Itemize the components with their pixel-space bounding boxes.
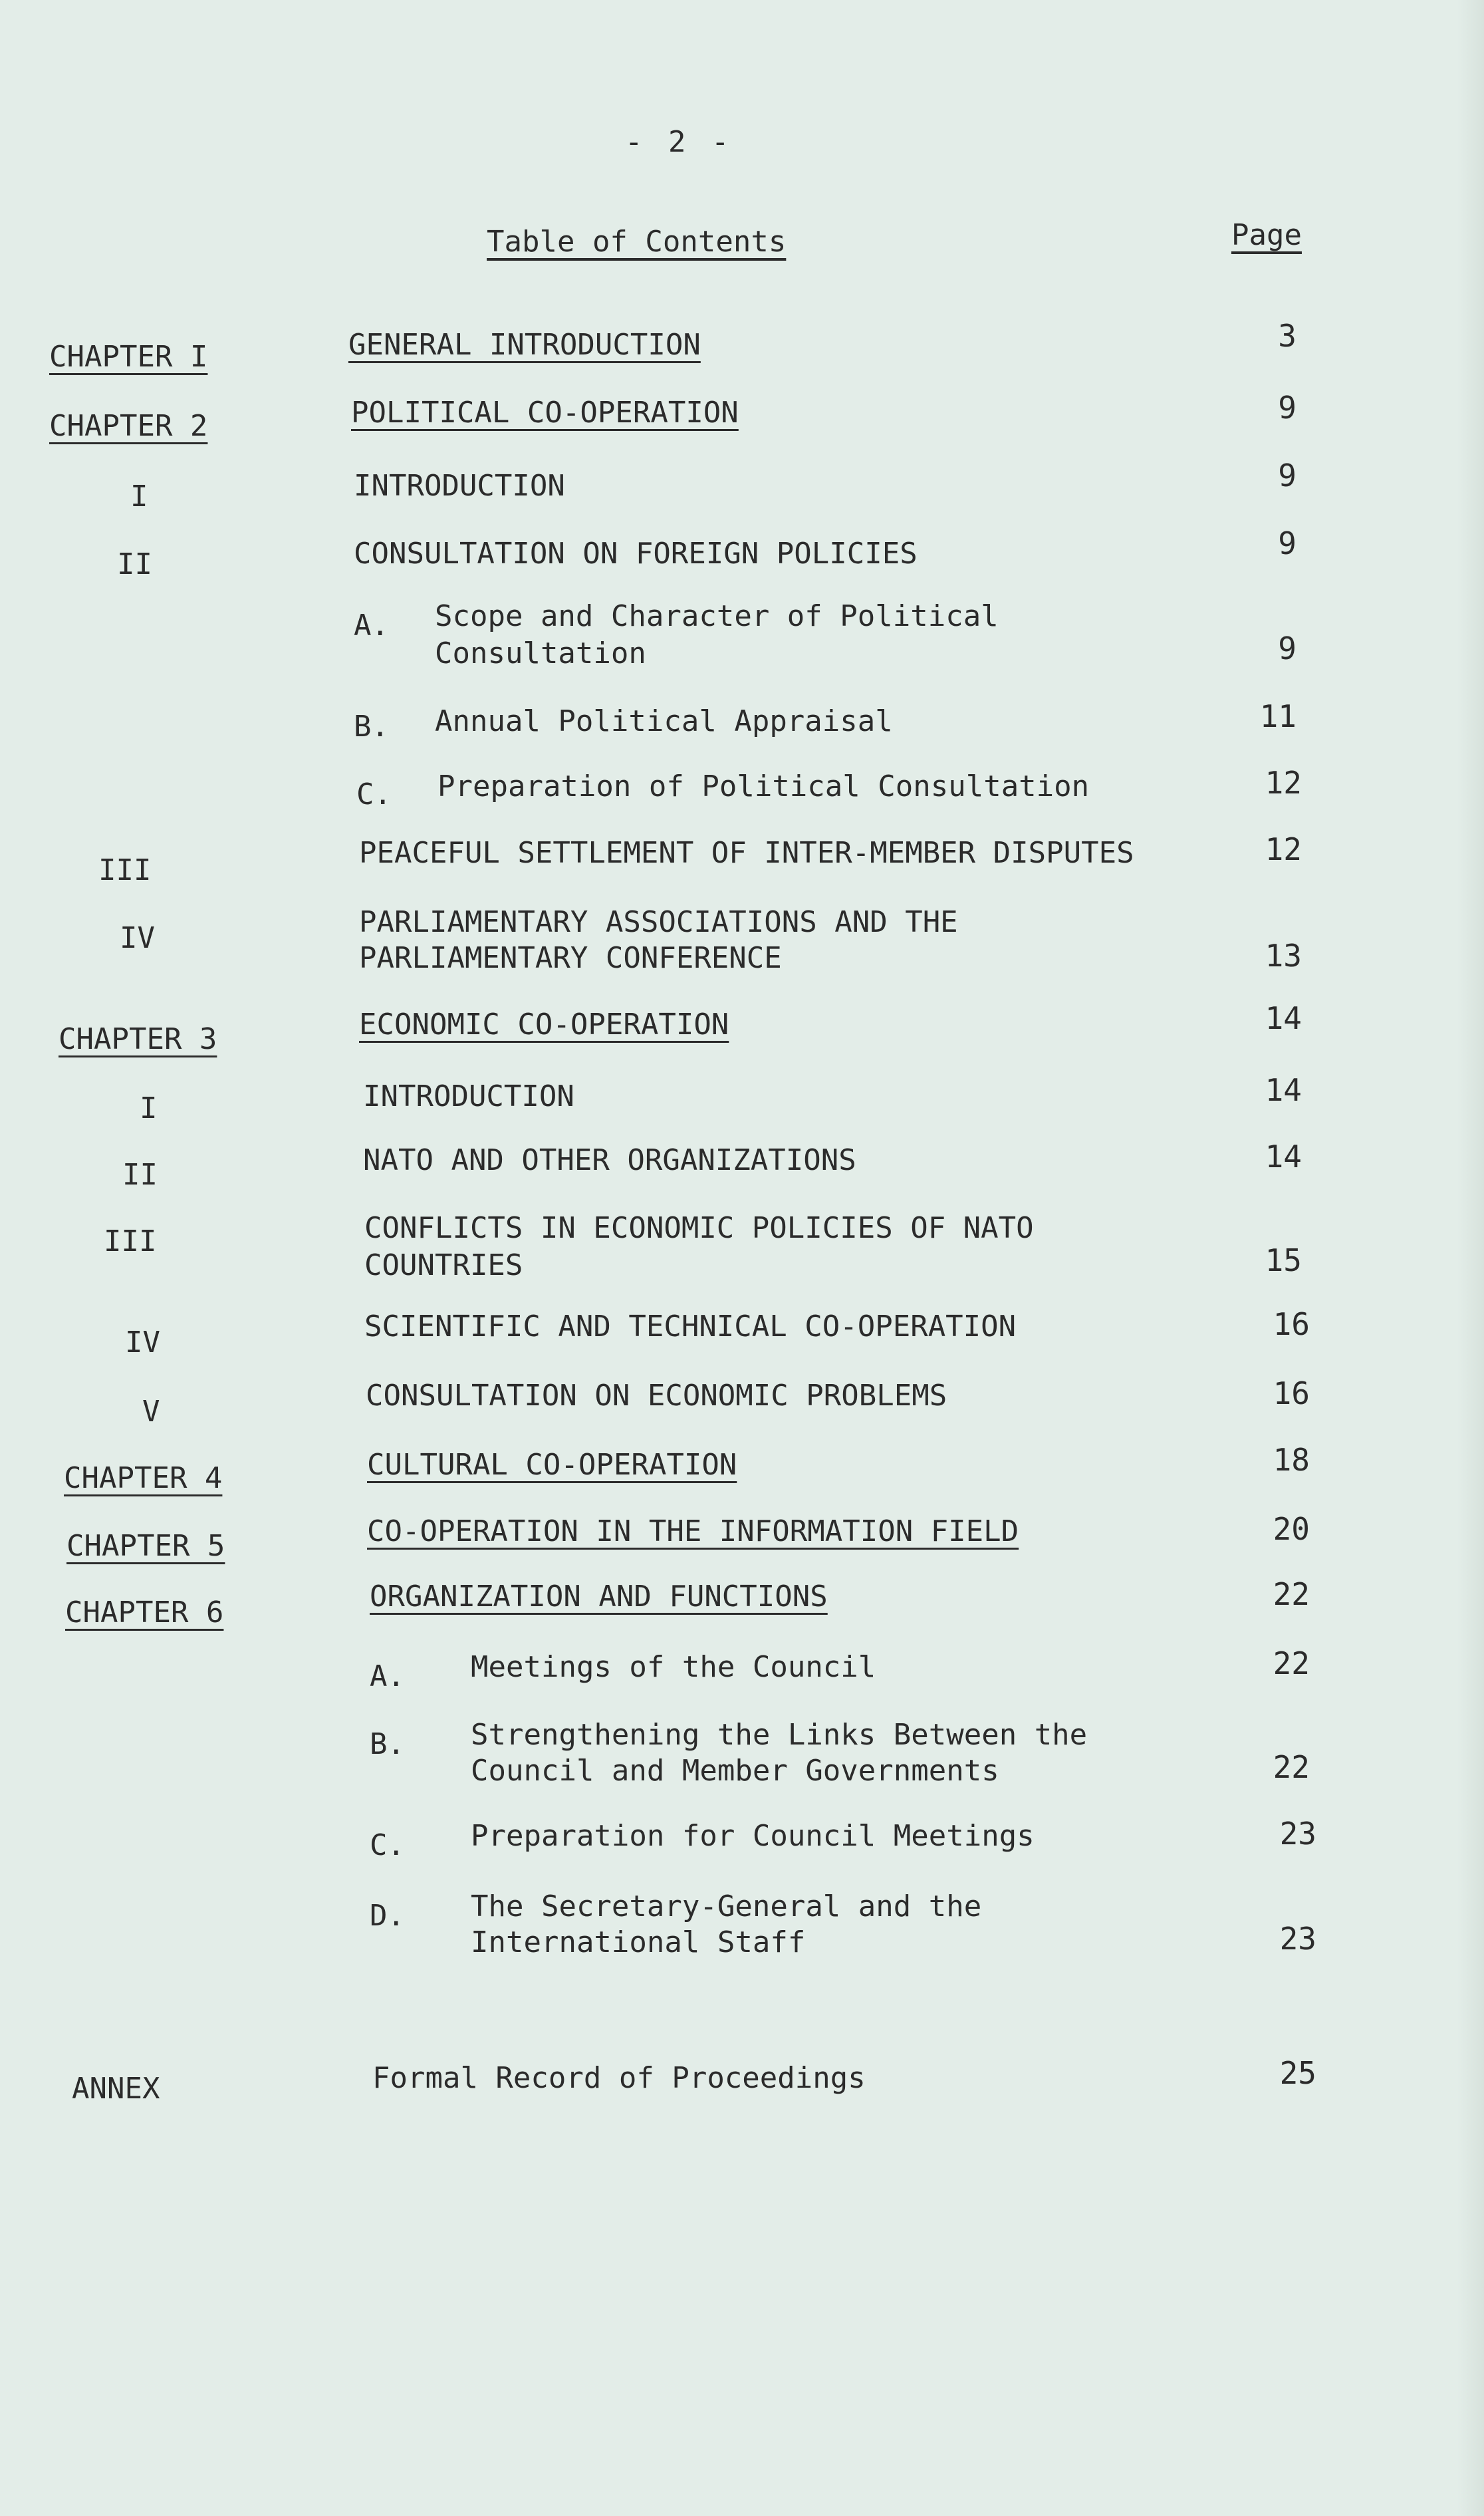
subsection-title-line: Council and Member Governments	[471, 1754, 999, 1788]
chapter-label: CHAPTER 2	[49, 409, 208, 443]
page-ref: 20	[1273, 1511, 1310, 1547]
subsection-label: B.	[354, 710, 389, 744]
section-label: II	[122, 1158, 158, 1192]
page-ref: 14	[1265, 1072, 1302, 1108]
section-label: IV	[125, 1326, 160, 1359]
section-label: I	[140, 1091, 158, 1125]
chapter-title: CO-OPERATION IN THE INFORMATION FIELD	[367, 1514, 1019, 1548]
page-ref: 23	[1279, 1816, 1316, 1852]
subsection-title: Preparation of Political Consultation	[437, 769, 1090, 803]
subsection-label: C.	[356, 777, 392, 811]
page-ref: 13	[1265, 938, 1302, 974]
page-ref: 12	[1265, 765, 1302, 801]
page-number: - 2 -	[625, 125, 733, 159]
page-edge-shadow	[1457, 0, 1484, 2516]
section-title-line: COUNTRIES	[364, 1248, 523, 1282]
section-label: III	[98, 853, 152, 887]
section-title-line: PARLIAMENTARY CONFERENCE	[359, 941, 782, 975]
subsection-title-line: Consultation	[435, 636, 646, 670]
section-label: III	[104, 1224, 157, 1258]
page-ref: 3	[1278, 318, 1297, 354]
subsection-label: C.	[370, 1828, 405, 1862]
annex-title: Formal Record of Proceedings	[372, 2061, 866, 2095]
section-title: SCIENTIFIC AND TECHNICAL CO-OPERATION	[364, 1310, 1017, 1343]
subsection-label: B.	[370, 1727, 405, 1761]
chapter-label: CHAPTER 5	[66, 1529, 225, 1563]
page-ref: 22	[1273, 1645, 1310, 1681]
subsection-title: Meetings of the Council	[471, 1650, 876, 1684]
subsection-title: Preparation for Council Meetings	[471, 1819, 1035, 1853]
page-ref: 9	[1278, 525, 1297, 561]
section-title: INTRODUCTION	[363, 1079, 574, 1113]
subsection-title-line: International Staff	[471, 1925, 806, 1959]
page-ref: 11	[1259, 698, 1297, 734]
chapter-label: CHAPTER 4	[64, 1461, 223, 1495]
section-title: NATO AND OTHER ORGANIZATIONS	[363, 1143, 856, 1177]
page-ref: 9	[1278, 390, 1297, 426]
section-label: II	[117, 547, 152, 581]
page-ref: 22	[1273, 1576, 1310, 1612]
chapter-title: ORGANIZATION AND FUNCTIONS	[370, 1580, 828, 1613]
subsection-label: A.	[354, 609, 389, 642]
page-ref: 25	[1279, 2055, 1316, 2091]
page-ref: 9	[1278, 630, 1297, 666]
section-title-line: CONFLICTS IN ECONOMIC POLICIES OF NATO	[364, 1211, 1034, 1245]
page-ref: 16	[1273, 1306, 1310, 1342]
chapter-title: POLITICAL CO-OPERATION	[351, 396, 739, 430]
chapter-label: CHAPTER I	[49, 340, 208, 374]
section-title-line: PARLIAMENTARY ASSOCIATIONS AND THE	[359, 905, 958, 939]
chapter-title: GENERAL INTRODUCTION	[348, 328, 701, 362]
page-ref: 15	[1265, 1242, 1302, 1278]
subsection-title-line: The Secretary-General and the	[471, 1889, 982, 1923]
chapter-label: CHAPTER 3	[59, 1022, 217, 1056]
section-label: IV	[120, 921, 155, 955]
annex-label: ANNEX	[72, 2072, 160, 2106]
page-ref: 16	[1273, 1375, 1310, 1411]
section-title: PEACEFUL SETTLEMENT OF INTER-MEMBER DISPUTES	[359, 836, 1134, 870]
section-label: V	[142, 1395, 160, 1429]
subsection-title: Annual Political Appraisal	[435, 704, 893, 738]
toc-title: Table of Contents	[487, 225, 787, 259]
chapter-label: CHAPTER 6	[65, 1596, 224, 1629]
section-title: INTRODUCTION	[354, 469, 565, 503]
page-ref: 12	[1265, 831, 1302, 867]
section-title: CONSULTATION ON ECONOMIC PROBLEMS	[366, 1379, 947, 1413]
subsection-title-line: Strengthening the Links Between the	[471, 1718, 1088, 1752]
page-ref: 14	[1265, 1139, 1302, 1175]
subsection-label: D.	[370, 1899, 405, 1933]
page-ref: 22	[1273, 1749, 1310, 1785]
page-ref: 18	[1273, 1442, 1310, 1478]
page-ref: 9	[1278, 458, 1297, 493]
subsection-label: A.	[370, 1659, 405, 1693]
section-title: CONSULTATION ON FOREIGN POLICIES	[354, 537, 918, 571]
chapter-title: ECONOMIC CO-OPERATION	[359, 1008, 729, 1042]
subsection-title-line: Scope and Character of Political	[435, 599, 999, 633]
section-label: I	[130, 480, 148, 513]
page-ref: 14	[1265, 1000, 1302, 1036]
page-ref: 23	[1279, 1921, 1316, 1957]
page-column-header: Page	[1231, 218, 1302, 252]
chapter-title: CULTURAL CO-OPERATION	[367, 1448, 737, 1482]
